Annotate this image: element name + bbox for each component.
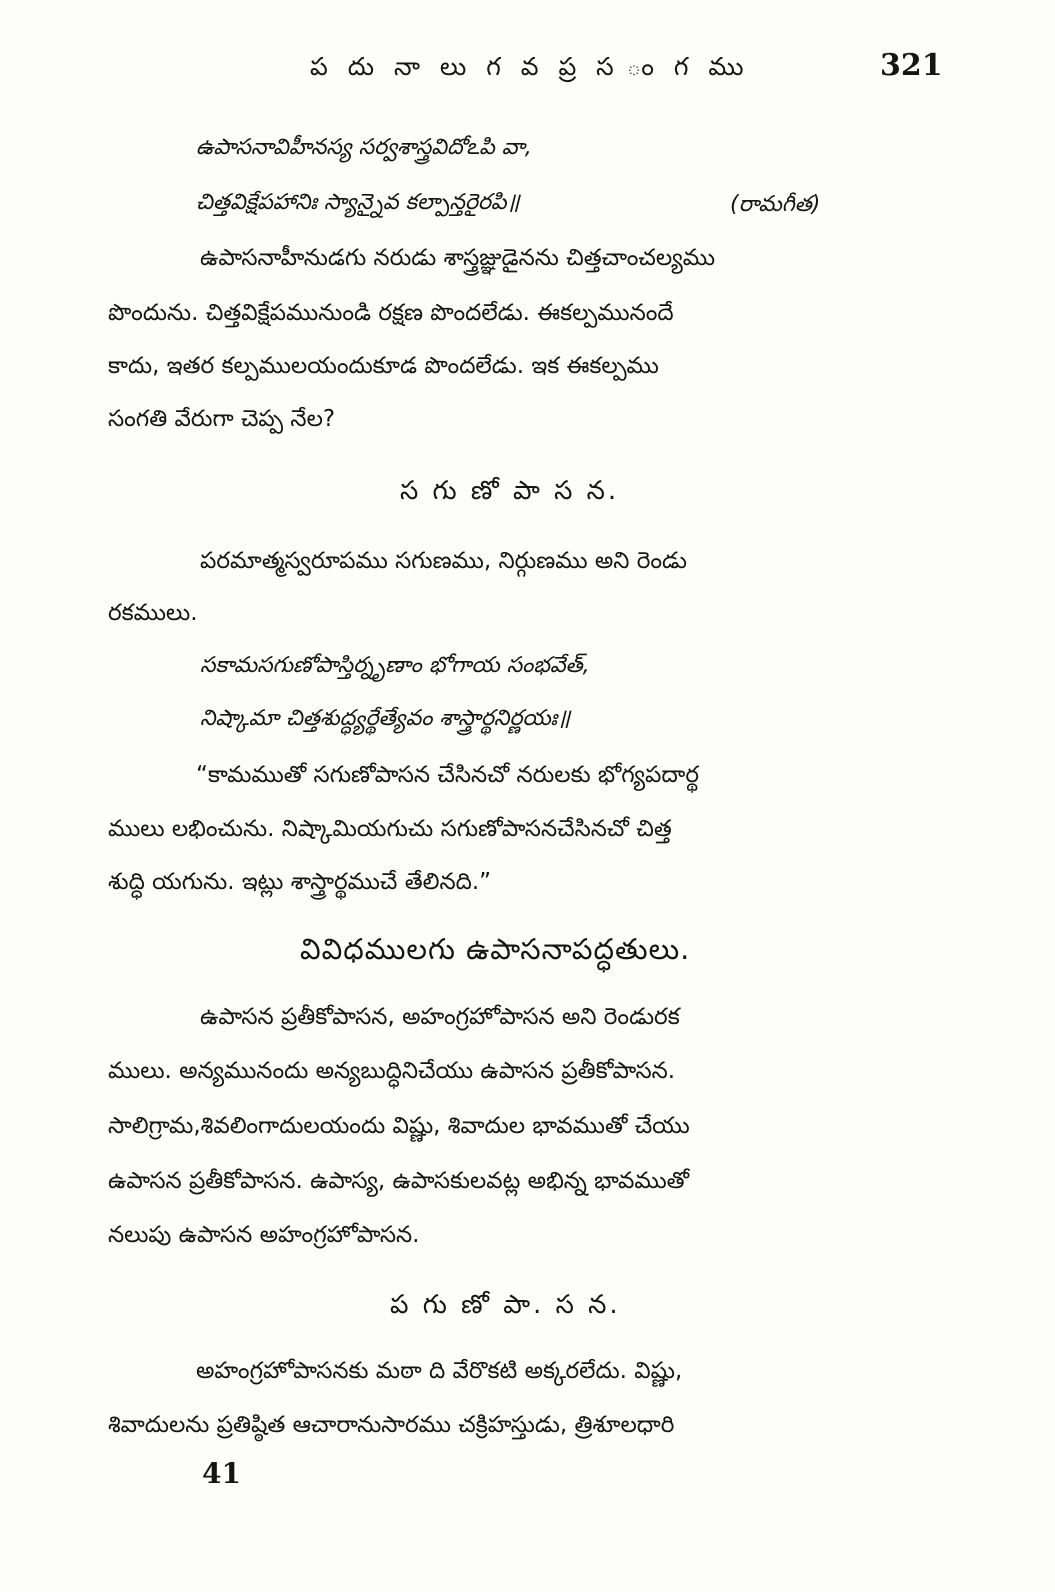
para1-line2: పొందును. చిత్తవిక్షేపమునుండి రక్షణ పొందలేడు. ఈకల్పమునందే xyxy=(108,300,674,326)
verse1-line1: ఉపాసనావిహీనస్య సర్వశాస్త్రవిదోఽపి వా, xyxy=(196,135,532,160)
verse1-source: (రామగీత) xyxy=(730,192,821,217)
para4-line2: ములు. అన్యమునందు అన్యబుద్ధినిచేయు ఉపాసన ప్రతీకోపాసన. xyxy=(108,1058,676,1084)
para5-line2: శివాదులను ప్రతిష్ఠిత ఆచారానుసారము చక్రిహస్తుడు, త్రిశూలధారి xyxy=(108,1412,675,1438)
para2-line1: పరమాత్మస్వరూపము సగుణము, నిర్గుణము అని రెండు xyxy=(200,548,687,574)
page-number: 321 xyxy=(880,48,943,83)
signature-mark: 41 xyxy=(202,1457,241,1490)
para4-line3: సాలిగ్రామ,శివలింగాదులయందు విష్ణు, శివాదుల భావముతో చేయు xyxy=(108,1113,690,1139)
para4-line5: నలుపు ఉపాసన అహంగ్రహోపాసన. xyxy=(108,1222,420,1248)
para4-line1: ఉపాసన ప్రతీకోపాసన, అహంగ్రహోపాసన అని రెండురక xyxy=(200,1004,680,1030)
verse2-line2: నిష్కామా చిత్తశుద్ధ్యర్థేత్యేవం శాస్త్రార్థనిర్ణయః॥ xyxy=(200,706,571,731)
para1-line3: కాదు, ఇతర కల్పములయందుకూడ పొందలేడు. ఇక ఈకల్పము xyxy=(108,353,659,379)
para3-line3: శుద్ధి యగును. ఇట్లు శాస్త్రార్థముచే తేలినది.” xyxy=(108,869,492,895)
para1-line1: ఉపాసనాహీనుడగు నరుడు శాస్త్రజ్ఞుడైనను చిత్తచాంచల్యము xyxy=(200,245,716,271)
para3-line2: ములు లభించును. నిష్కామియగుచు సగుణోపాసనచేసినచో చిత్త xyxy=(108,816,672,842)
para4-line4: ఉపాసన ప్రతీకోపాసన. ఉపాస్య, ఉపాసకులవట్ల అభిన్న భావముతో xyxy=(108,1168,690,1194)
section-heading-saguna: స గు ణో పా స న. xyxy=(400,476,620,506)
section-heading-methods: వివిధములగు ఉపాసనాపద్ధతులు. xyxy=(300,932,691,966)
para1-line4: సంగతి వేరుగా చెప్ప నేల? xyxy=(108,406,336,432)
para3-line1: “కామముతో సగుణోపాసన చేసినచో నరులకు భోగ్యపదార్థ xyxy=(196,762,699,788)
running-title: ప దు నా లు గ వ ప్ర స ం గ ము xyxy=(310,52,750,81)
para5-line1: అహంగ్రహోపాసనకు మఠా ది వేరొకటి అక్కరలేదు. విష్ణు, xyxy=(196,1358,683,1384)
para2-line2: రకములు. xyxy=(108,600,198,626)
verse2-line1: సకామసగుణోపాస్తిర్నృణాం భోగాయ సంభవేత్, xyxy=(200,653,590,678)
section-heading-nirguna: ప గు ణో పా. స న. xyxy=(390,1290,621,1320)
verse1-line2: చిత్తవిక్షేపహానిః స్యాన్నైవ కల్పాన్తరైరపి॥ xyxy=(196,190,520,215)
